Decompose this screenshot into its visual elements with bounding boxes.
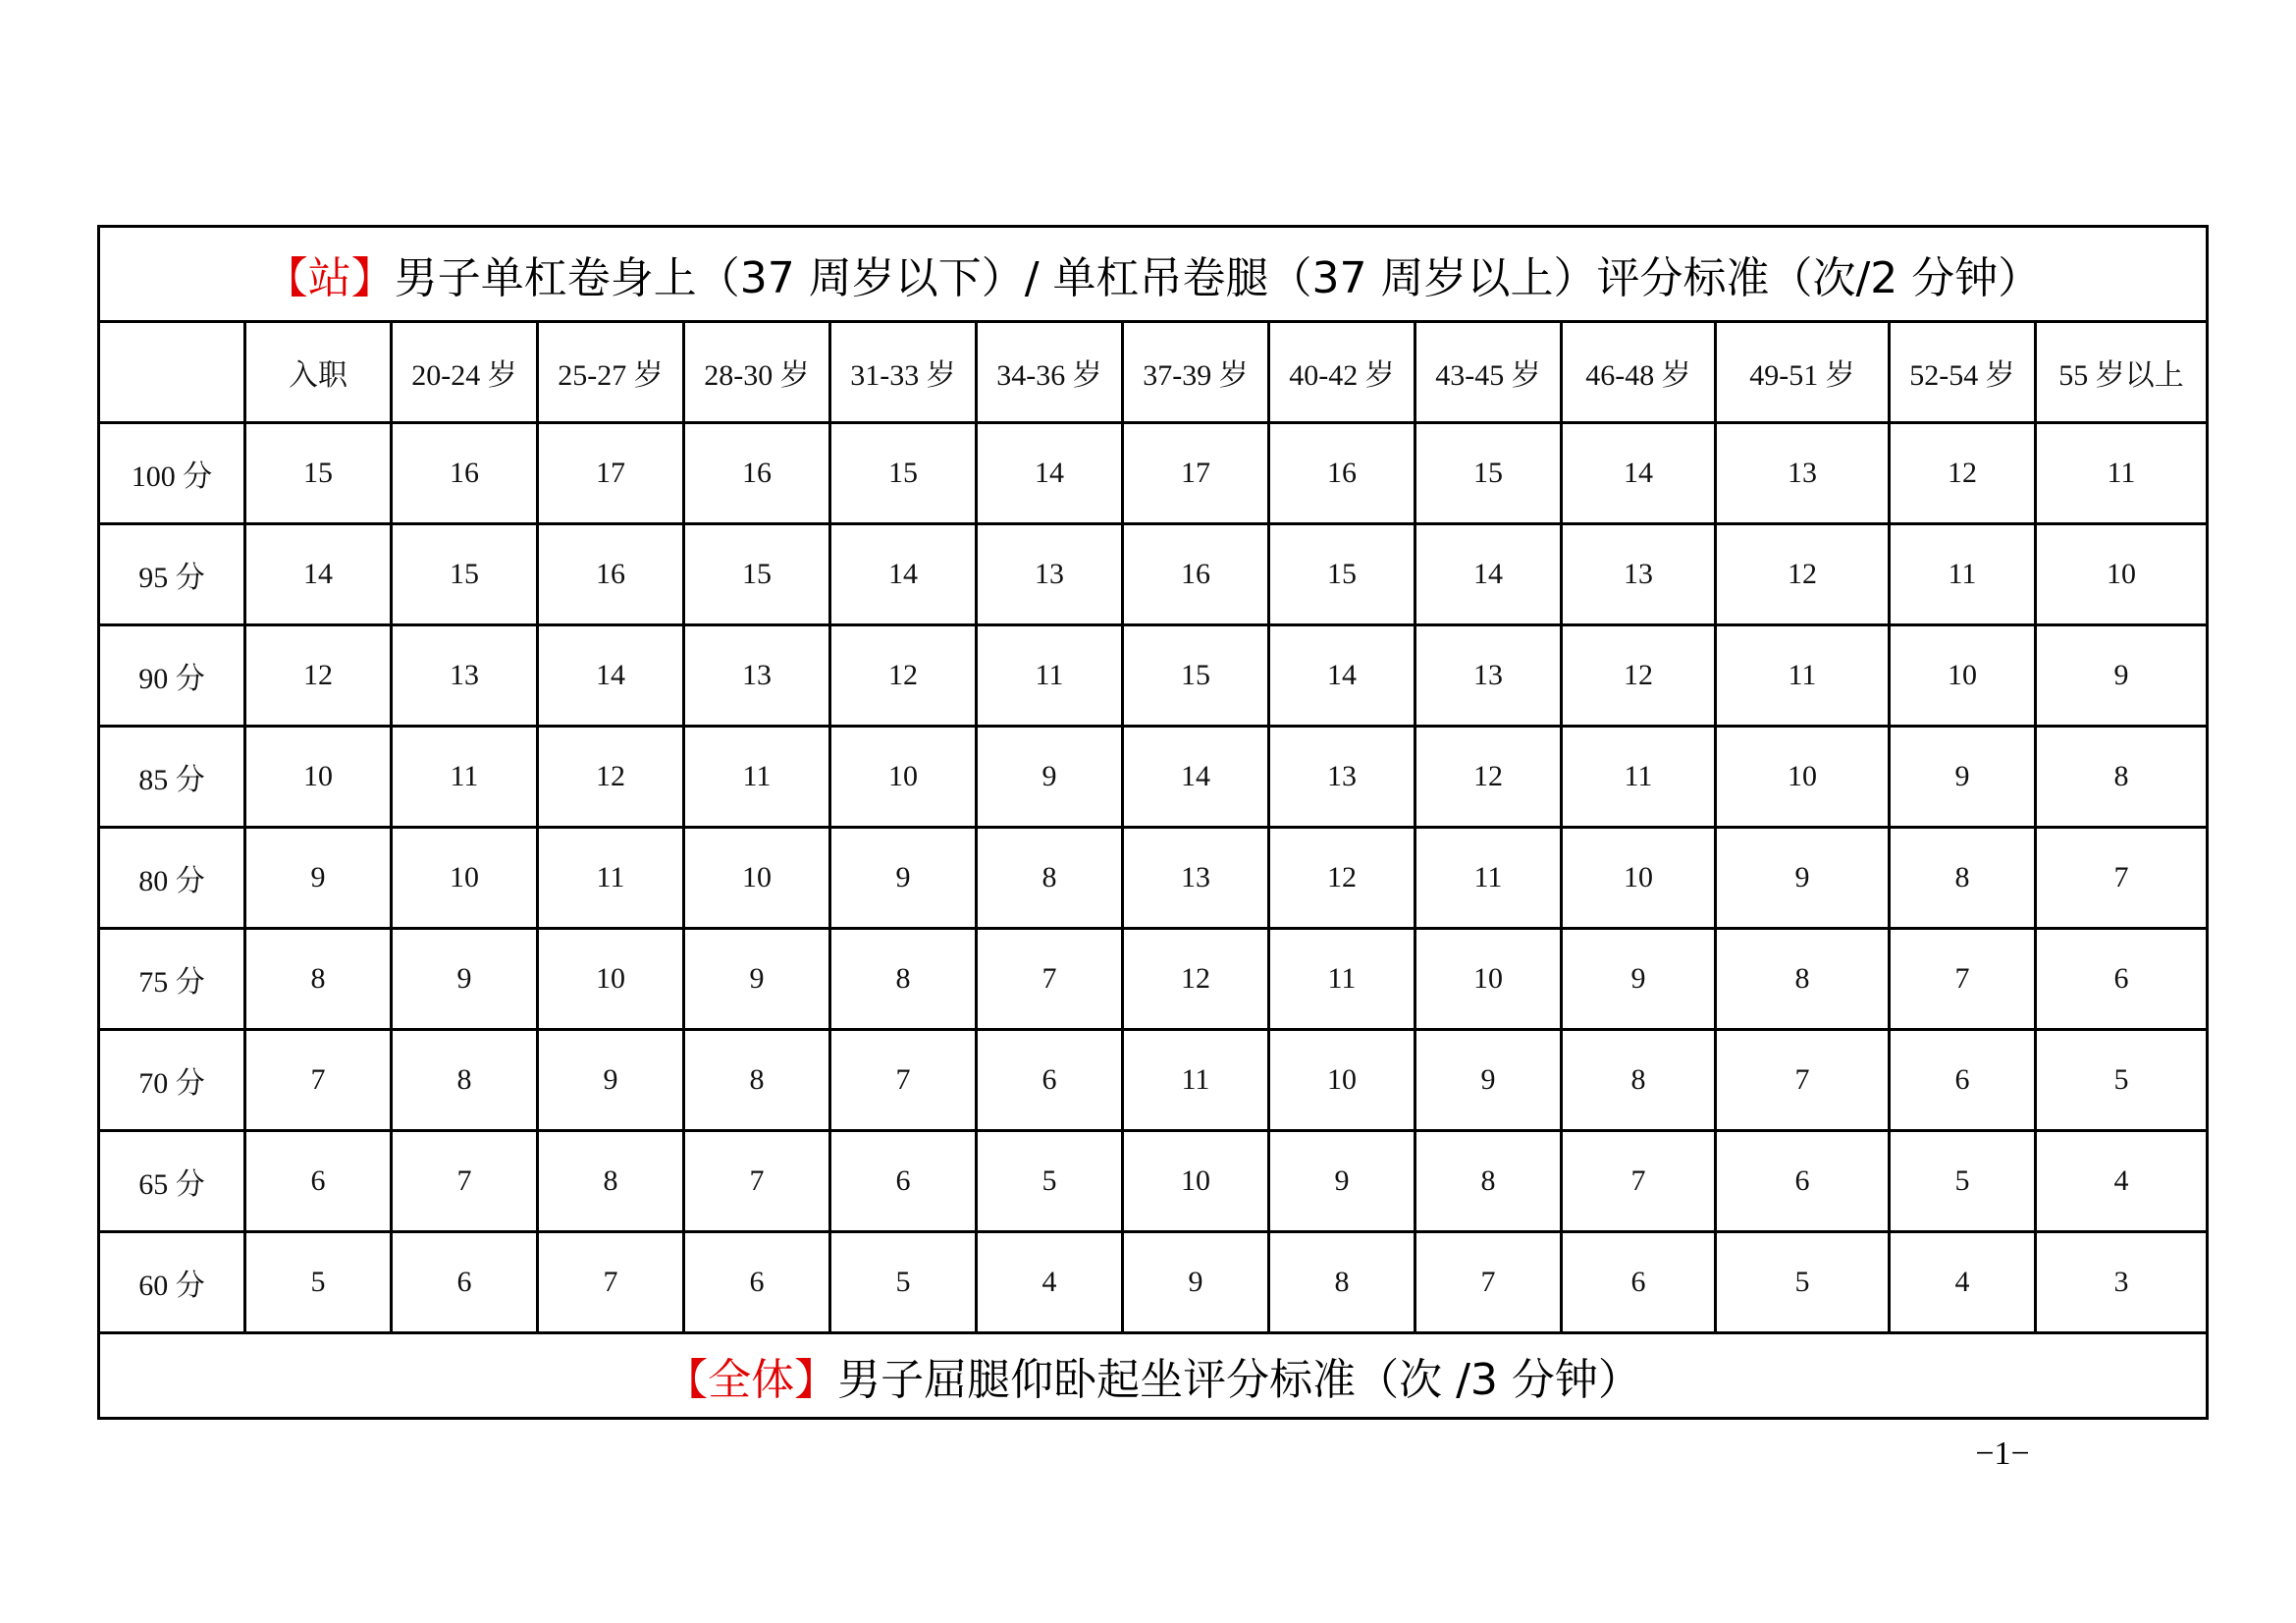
table-title-row xyxy=(99,227,2208,322)
table-cell: 17 xyxy=(538,423,684,524)
page-number: −1− xyxy=(1975,1435,2030,1472)
table-cell: 5 xyxy=(977,1131,1123,1232)
table-cell: 4 xyxy=(977,1232,1123,1333)
table-cell: 5 xyxy=(1716,1232,1890,1333)
table-cell: 7 xyxy=(1890,929,2036,1030)
table-title xyxy=(99,227,2208,322)
table-cell: 7 xyxy=(1716,1030,1890,1131)
table-cell: 15 xyxy=(830,423,977,524)
table-row xyxy=(99,1030,2208,1131)
table-cell: 9 xyxy=(2036,625,2208,727)
table-cell: 8 xyxy=(684,1030,830,1131)
table-cell: 8 xyxy=(1562,1030,1716,1131)
table-cell: 12 xyxy=(1562,625,1716,727)
table-cell: 7 xyxy=(538,1232,684,1333)
table-cell: 12 xyxy=(1890,423,2036,524)
table-cell: 17 xyxy=(1123,423,1269,524)
table-cell: 4 xyxy=(1890,1232,2036,1333)
table-cell: 14 xyxy=(1562,423,1716,524)
title-text: 男子单杠卷身上（37 周岁以下）/ 单杠吊卷腿（37 周岁以上）评分标准（次/2 分钟） xyxy=(394,253,2042,303)
column-header: 43-45 岁 xyxy=(1415,322,1562,423)
table-cell: 5 xyxy=(2036,1030,2208,1131)
column-header-row xyxy=(99,322,2208,423)
table-cell: 8 xyxy=(1415,1131,1562,1232)
table-cell: 7 xyxy=(830,1030,977,1131)
table-cell: 6 xyxy=(1890,1030,2036,1131)
table-cell: 14 xyxy=(538,625,684,727)
score-label-cell: 100 分 xyxy=(99,423,245,524)
next-section-title xyxy=(99,1333,2208,1419)
title-tag: 【站】 xyxy=(264,253,395,303)
column-header: 46-48 岁 xyxy=(1562,322,1716,423)
table-cell: 15 xyxy=(245,423,392,524)
table-cell: 10 xyxy=(1890,625,2036,727)
table-cell: 8 xyxy=(830,929,977,1030)
table-cell: 7 xyxy=(684,1131,830,1232)
table-cell: 9 xyxy=(684,929,830,1030)
table-cell: 10 xyxy=(392,828,538,929)
column-header: 入职 xyxy=(245,322,392,423)
table-cell: 5 xyxy=(245,1232,392,1333)
table-cell: 11 xyxy=(392,727,538,828)
table-cell: 10 xyxy=(1123,1131,1269,1232)
table-cell: 10 xyxy=(684,828,830,929)
table-cell: 8 xyxy=(538,1131,684,1232)
table-cell: 10 xyxy=(1716,727,1890,828)
table-cell: 3 xyxy=(2036,1232,2208,1333)
column-header: 55 岁以上 xyxy=(2036,322,2208,423)
table-row xyxy=(99,625,2208,727)
table-cell: 15 xyxy=(1123,625,1269,727)
table-cell: 11 xyxy=(1890,524,2036,625)
column-header: 37-39 岁 xyxy=(1123,322,1269,423)
table-cell: 12 xyxy=(538,727,684,828)
table-cell: 15 xyxy=(684,524,830,625)
table-row xyxy=(99,727,2208,828)
table-cell: 10 xyxy=(245,727,392,828)
table-cell: 13 xyxy=(1415,625,1562,727)
table-cell: 9 xyxy=(977,727,1123,828)
table-cell: 15 xyxy=(1415,423,1562,524)
table-cell: 7 xyxy=(392,1131,538,1232)
table-cell: 11 xyxy=(1716,625,1890,727)
table-cell: 12 xyxy=(1415,727,1562,828)
table-row xyxy=(99,929,2208,1030)
table-cell: 16 xyxy=(684,423,830,524)
table-cell: 11 xyxy=(1123,1030,1269,1131)
table-cell: 16 xyxy=(538,524,684,625)
table-cell: 6 xyxy=(830,1131,977,1232)
table-cell: 9 xyxy=(1269,1131,1415,1232)
table-cell: 9 xyxy=(392,929,538,1030)
table-cell: 9 xyxy=(1890,727,2036,828)
table-cell: 6 xyxy=(1562,1232,1716,1333)
table-cell: 12 xyxy=(1123,929,1269,1030)
score-label-cell: 75 分 xyxy=(99,929,245,1030)
table-row xyxy=(99,1232,2208,1333)
table-cell: 13 xyxy=(1716,423,1890,524)
table-cell: 6 xyxy=(392,1232,538,1333)
table-cell: 8 xyxy=(1269,1232,1415,1333)
table-cell: 15 xyxy=(392,524,538,625)
score-label-cell: 70 分 xyxy=(99,1030,245,1131)
table-cell: 9 xyxy=(1415,1030,1562,1131)
table-row xyxy=(99,423,2208,524)
table-cell: 8 xyxy=(1716,929,1890,1030)
score-label-cell: 95 分 xyxy=(99,524,245,625)
footer-tag: 【全体】 xyxy=(665,1355,838,1405)
table-cell: 8 xyxy=(1890,828,2036,929)
table-cell: 6 xyxy=(684,1232,830,1333)
table-cell: 11 xyxy=(2036,423,2208,524)
table-row xyxy=(99,524,2208,625)
table-cell: 14 xyxy=(977,423,1123,524)
table-cell: 13 xyxy=(1562,524,1716,625)
table-cell: 8 xyxy=(245,929,392,1030)
column-header: 20-24 岁 xyxy=(392,322,538,423)
corner-cell xyxy=(99,322,245,423)
table-cell: 14 xyxy=(1123,727,1269,828)
table-cell: 13 xyxy=(977,524,1123,625)
table-row xyxy=(99,828,2208,929)
scoring-table xyxy=(97,225,2209,1420)
table-footer-row xyxy=(99,1333,2208,1419)
table-cell: 14 xyxy=(245,524,392,625)
table-cell: 13 xyxy=(392,625,538,727)
table-cell: 15 xyxy=(1269,524,1415,625)
score-label-cell: 85 分 xyxy=(99,727,245,828)
table-cell: 14 xyxy=(830,524,977,625)
table-cell: 10 xyxy=(538,929,684,1030)
table-cell: 7 xyxy=(1562,1131,1716,1232)
table-cell: 10 xyxy=(2036,524,2208,625)
table-cell: 9 xyxy=(1123,1232,1269,1333)
table-cell: 8 xyxy=(2036,727,2208,828)
table-cell: 12 xyxy=(1716,524,1890,625)
table-cell: 7 xyxy=(1415,1232,1562,1333)
table-cell: 6 xyxy=(1716,1131,1890,1232)
table-cell: 8 xyxy=(977,828,1123,929)
score-label-cell: 60 分 xyxy=(99,1232,245,1333)
table-row xyxy=(99,1131,2208,1232)
table-cell: 6 xyxy=(245,1131,392,1232)
table-cell: 11 xyxy=(977,625,1123,727)
table-cell: 16 xyxy=(1269,423,1415,524)
table-cell: 16 xyxy=(392,423,538,524)
column-header: 28-30 岁 xyxy=(684,322,830,423)
table-cell: 6 xyxy=(2036,929,2208,1030)
table-cell: 7 xyxy=(2036,828,2208,929)
table-cell: 11 xyxy=(1269,929,1415,1030)
column-header: 34-36 岁 xyxy=(977,322,1123,423)
column-header: 52-54 岁 xyxy=(1890,322,2036,423)
table-cell: 5 xyxy=(1890,1131,2036,1232)
table-cell: 9 xyxy=(245,828,392,929)
table-cell: 7 xyxy=(977,929,1123,1030)
table-cell: 8 xyxy=(392,1030,538,1131)
table-cell: 9 xyxy=(538,1030,684,1131)
table-cell: 11 xyxy=(1562,727,1716,828)
table-cell: 4 xyxy=(2036,1131,2208,1232)
table-cell: 10 xyxy=(1269,1030,1415,1131)
table-cell: 12 xyxy=(245,625,392,727)
column-header: 40-42 岁 xyxy=(1269,322,1415,423)
score-label-cell: 80 分 xyxy=(99,828,245,929)
table-cell: 13 xyxy=(1123,828,1269,929)
column-header: 49-51 岁 xyxy=(1716,322,1890,423)
table-cell: 9 xyxy=(830,828,977,929)
footer-text: 男子屈腿仰卧起坐评分标准（次 /3 分钟） xyxy=(837,1355,1641,1405)
table-cell: 16 xyxy=(1123,524,1269,625)
table-cell: 10 xyxy=(1562,828,1716,929)
score-label-cell: 65 分 xyxy=(99,1131,245,1232)
column-header: 25-27 岁 xyxy=(538,322,684,423)
column-header: 31-33 岁 xyxy=(830,322,977,423)
table-cell: 14 xyxy=(1415,524,1562,625)
table-cell: 6 xyxy=(977,1030,1123,1131)
table-cell: 5 xyxy=(830,1232,977,1333)
table-cell: 14 xyxy=(1269,625,1415,727)
table-cell: 12 xyxy=(830,625,977,727)
table-cell: 9 xyxy=(1562,929,1716,1030)
table-cell: 13 xyxy=(684,625,830,727)
table-cell: 9 xyxy=(1716,828,1890,929)
table-cell: 13 xyxy=(1269,727,1415,828)
table-cell: 10 xyxy=(830,727,977,828)
table-cell: 10 xyxy=(1415,929,1562,1030)
score-label-cell: 90 分 xyxy=(99,625,245,727)
table-cell: 11 xyxy=(538,828,684,929)
table-cell: 11 xyxy=(1415,828,1562,929)
table-cell: 12 xyxy=(1269,828,1415,929)
table-cell: 7 xyxy=(245,1030,392,1131)
table-cell: 11 xyxy=(684,727,830,828)
